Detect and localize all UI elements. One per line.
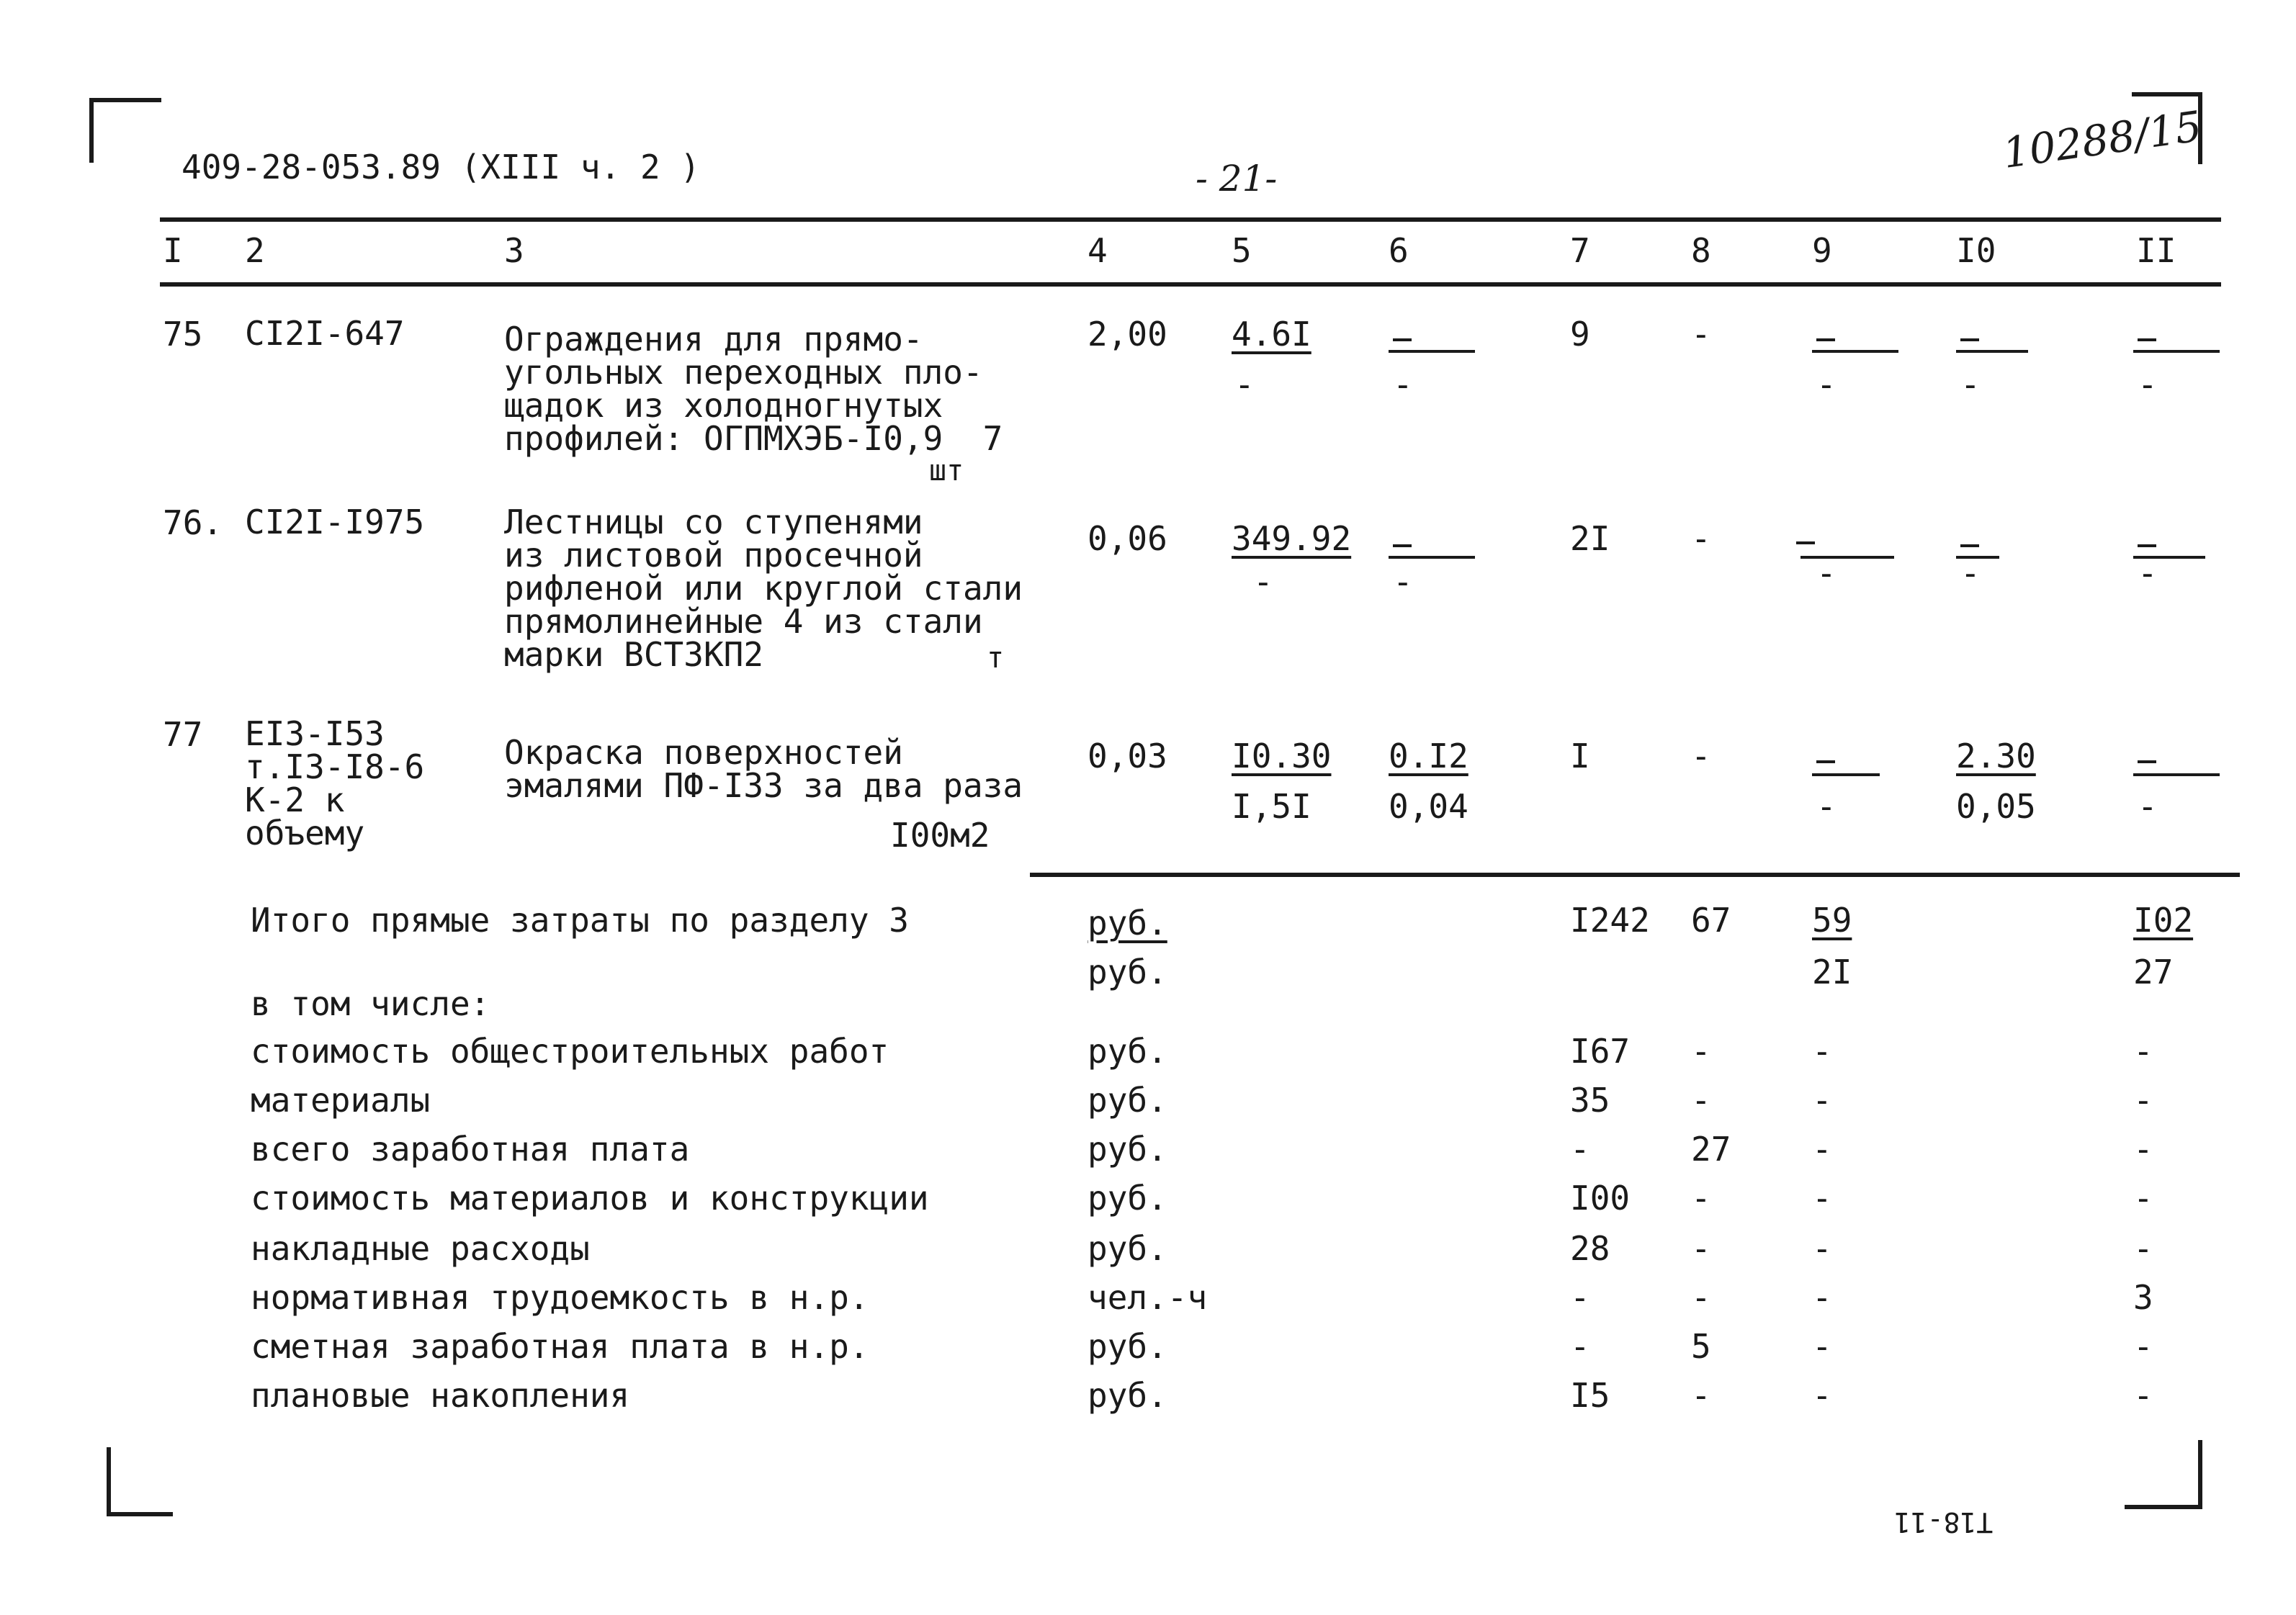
row-col5-bottom: - bbox=[1234, 365, 1255, 404]
column-header-11: II bbox=[2136, 231, 2176, 270]
row-col6-bottom: 0,04 bbox=[1389, 787, 1468, 826]
col9-upper-dash bbox=[1816, 338, 1835, 341]
row-unit: т bbox=[987, 642, 1005, 675]
totals-item-col7: I67 bbox=[1570, 1032, 1631, 1071]
totals-item-col8: - bbox=[1691, 1179, 1711, 1218]
row-description: Лестницы со ступенями из листовой просечной рифленой или круглой стали прямолинейные 4 из стали марки ВСТЗКП2 bbox=[504, 503, 1023, 674]
totals-item-col9: - bbox=[1812, 1376, 1832, 1415]
totals-item-col8: 27 bbox=[1691, 1130, 1731, 1169]
row-col11-bottom: - bbox=[2138, 554, 2158, 593]
row-code: EI3-I53 т.I3-I8-6 К-2 к объему bbox=[245, 714, 425, 853]
totals-item-col9: - bbox=[1812, 1130, 1832, 1169]
col9-upper-dash bbox=[1796, 541, 1815, 544]
row-col7: I bbox=[1570, 737, 1590, 775]
col6-fraction-line bbox=[1389, 350, 1475, 353]
col11-upper-dash bbox=[2138, 338, 2156, 341]
col11-fraction-line bbox=[2133, 350, 2220, 353]
totals-item-col8: - bbox=[1691, 1229, 1711, 1268]
including-label: в том числе: bbox=[251, 984, 490, 1023]
row-col4: 0,03 bbox=[1088, 737, 1167, 775]
row-code: CI2I-I975 bbox=[245, 503, 425, 541]
column-header-9: 9 bbox=[1812, 231, 1832, 270]
footer-stamp bbox=[1894, 1505, 1993, 1539]
totals-item-col9: - bbox=[1812, 1327, 1832, 1366]
row-col5-bottom: - bbox=[1253, 562, 1273, 601]
column-header-8: 8 bbox=[1691, 231, 1711, 270]
column-header-10: I0 bbox=[1956, 231, 1996, 270]
corner-top-left bbox=[89, 98, 94, 163]
row-col11-bottom: - bbox=[2138, 365, 2158, 404]
col9-fraction-line bbox=[1801, 556, 1894, 559]
totals-item-label: нормативная трудоемкость в н.р. bbox=[251, 1278, 869, 1317]
col9-upper-dash bbox=[1816, 760, 1835, 763]
totals-item-col7: - bbox=[1570, 1278, 1590, 1317]
row-col6-bottom: - bbox=[1393, 562, 1413, 601]
totals-item-col8: - bbox=[1691, 1032, 1711, 1071]
totals-item-col9: - bbox=[1812, 1278, 1832, 1317]
col6-fraction-line bbox=[1389, 556, 1475, 559]
row-col8: - bbox=[1691, 737, 1711, 775]
totals-item-label: стоимость общестроительных работ bbox=[251, 1032, 889, 1071]
row-col9-bottom: - bbox=[1816, 554, 1837, 593]
totals-item-col8: 5 bbox=[1691, 1327, 1711, 1366]
row-col4: 2,00 bbox=[1088, 315, 1167, 354]
totals-item-col11: 3 bbox=[2133, 1278, 2153, 1317]
row-col5-top: I0.30 bbox=[1232, 737, 1332, 775]
totals-item-col9: - bbox=[1812, 1032, 1832, 1071]
totals-col9-top: 59 bbox=[1812, 901, 1852, 940]
col6-upper-dash bbox=[1393, 338, 1412, 341]
col9-fraction-line bbox=[1812, 350, 1898, 353]
totals-col9-bottom: 2I bbox=[1812, 953, 1852, 991]
totals-item-label: стоимость материалов и конструкции bbox=[251, 1179, 929, 1218]
footer-stamp-text: T18-11 bbox=[1894, 1506, 1994, 1538]
row-col5-bottom: I,5I bbox=[1232, 787, 1311, 826]
totals-item-col11: - bbox=[2133, 1376, 2153, 1415]
totals-item-unit: руб. bbox=[1088, 1327, 1167, 1366]
totals-item-col7: I5 bbox=[1570, 1376, 1610, 1415]
totals-item-col7: I00 bbox=[1570, 1179, 1631, 1218]
totals-item-col8: - bbox=[1691, 1376, 1711, 1415]
corner-top-left-h bbox=[89, 98, 161, 102]
row-col5-top: 349.92 bbox=[1232, 519, 1352, 558]
totals-item-col9: - bbox=[1812, 1081, 1832, 1120]
row-number: 75 bbox=[163, 315, 203, 354]
totals-unit-top: руб. bbox=[1088, 904, 1167, 943]
totals-item-col11: - bbox=[2133, 1032, 2153, 1071]
row-col9-bottom: - bbox=[1816, 365, 1837, 404]
totals-item-unit: руб. bbox=[1088, 1179, 1167, 1218]
row-code: CI2I-647 bbox=[245, 314, 405, 353]
section-separator-rule bbox=[1030, 873, 2240, 877]
row-col10-bottom: 0,05 bbox=[1956, 787, 2036, 826]
corner-bottom-right bbox=[2198, 1440, 2202, 1509]
table-top-rule bbox=[160, 217, 2221, 222]
column-header-4: 4 bbox=[1088, 231, 1108, 270]
row-col9-bottom: - bbox=[1816, 787, 1837, 826]
row-col7: 9 bbox=[1570, 315, 1590, 354]
totals-item-unit: руб. bbox=[1088, 1229, 1167, 1268]
col10-fraction-line bbox=[1956, 350, 2028, 353]
col10-upper-dash bbox=[1960, 544, 1979, 547]
totals-item-label: накладные расходы bbox=[251, 1229, 590, 1268]
totals-item-label: плановые накопления bbox=[251, 1376, 630, 1415]
totals-item-col11: - bbox=[2133, 1081, 2153, 1120]
col11-upper-dash bbox=[2138, 544, 2156, 547]
totals-item-col7: - bbox=[1570, 1327, 1590, 1366]
totals-item-col8: - bbox=[1691, 1081, 1711, 1120]
col9-fraction-line bbox=[1812, 773, 1880, 776]
row-number: 77 bbox=[163, 715, 203, 754]
column-header-2: 2 bbox=[245, 231, 265, 270]
row-col10-bottom: - bbox=[1960, 365, 1981, 404]
totals-item-label: материалы bbox=[251, 1081, 431, 1120]
totals-col8: 67 bbox=[1691, 901, 1731, 940]
col11-fraction-line bbox=[2133, 773, 2220, 776]
totals-item-unit: руб. bbox=[1088, 1032, 1167, 1071]
row-number: 76. bbox=[163, 503, 223, 542]
handwritten-reference: 10288/15 bbox=[1999, 101, 2205, 179]
column-header-3: 3 bbox=[504, 231, 524, 270]
corner-bottom-right-h bbox=[2125, 1505, 2202, 1509]
totals-item-label: всего заработная плата bbox=[251, 1130, 690, 1169]
table-header-rule bbox=[160, 282, 2221, 287]
row-col8: - bbox=[1691, 519, 1711, 558]
row-unit: шт bbox=[929, 454, 964, 487]
totals-item-label: сметная заработная плата в н.р. bbox=[251, 1327, 869, 1366]
totals-item-col11: - bbox=[2133, 1179, 2153, 1218]
totals-item-col7: 28 bbox=[1570, 1229, 1610, 1268]
corner-top-right-h bbox=[2132, 92, 2201, 96]
totals-item-col7: - bbox=[1570, 1130, 1590, 1169]
totals-col11-top: I02 bbox=[2133, 901, 2194, 940]
totals-item-col7: 35 bbox=[1570, 1081, 1610, 1120]
col6-upper-dash bbox=[1393, 544, 1412, 547]
totals-item-unit: руб. bbox=[1088, 1376, 1167, 1415]
totals-item-col11: - bbox=[2133, 1130, 2153, 1169]
row-col7: 2I bbox=[1570, 519, 1610, 558]
row-description: Ограждения для прямо- угольных переходных пло- щадок из холодногнутых профилей: ОГПМХЭБ-I0,9 7 bbox=[504, 320, 1003, 458]
row-description: Окраска поверхностей эмалями ПФ-I33 за два раза bbox=[504, 733, 1023, 805]
column-header-6: 6 bbox=[1389, 231, 1409, 270]
totals-item-col9: - bbox=[1812, 1179, 1832, 1218]
row-col6-bottom: - bbox=[1393, 365, 1413, 404]
row-col10-bottom: - bbox=[1960, 554, 1981, 593]
row-col11-bottom: - bbox=[2138, 787, 2158, 826]
row-unit: I00м2 bbox=[890, 816, 990, 855]
totals-unit-bottom: руб. bbox=[1088, 953, 1167, 991]
page-number: - 21- bbox=[1196, 158, 1278, 199]
totals-item-col9: - bbox=[1812, 1229, 1832, 1268]
corner-bottom-left bbox=[107, 1447, 111, 1516]
totals-item-col11: - bbox=[2133, 1327, 2153, 1366]
totals-item-unit: руб. bbox=[1088, 1130, 1167, 1169]
column-header-7: 7 bbox=[1570, 231, 1590, 270]
document-code: 409-28-053.89 (XIII ч. 2 ) bbox=[181, 148, 701, 186]
totals-col7: I242 bbox=[1570, 901, 1650, 940]
col11-upper-dash bbox=[2138, 760, 2156, 763]
row-col8: - bbox=[1691, 315, 1711, 354]
col10-upper-dash bbox=[1960, 338, 1979, 341]
totals-item-unit: чел.-ч bbox=[1088, 1278, 1208, 1317]
row-col10-top: 2.30 bbox=[1956, 737, 2036, 775]
corner-bottom-left-h bbox=[107, 1512, 173, 1516]
row-col5-top: 4.6I bbox=[1232, 315, 1311, 354]
totals-item-col11: - bbox=[2133, 1229, 2153, 1268]
column-header-1: I bbox=[163, 231, 183, 270]
totals-item-unit: руб. bbox=[1088, 1081, 1167, 1120]
totals-col11-bottom: 27 bbox=[2133, 953, 2174, 991]
totals-label: Итого прямые затраты по разделу 3 bbox=[251, 901, 909, 940]
row-col6-top: 0.I2 bbox=[1389, 737, 1468, 775]
row-col4: 0,06 bbox=[1088, 519, 1167, 558]
column-header-5: 5 bbox=[1232, 231, 1252, 270]
totals-item-col8: - bbox=[1691, 1278, 1711, 1317]
